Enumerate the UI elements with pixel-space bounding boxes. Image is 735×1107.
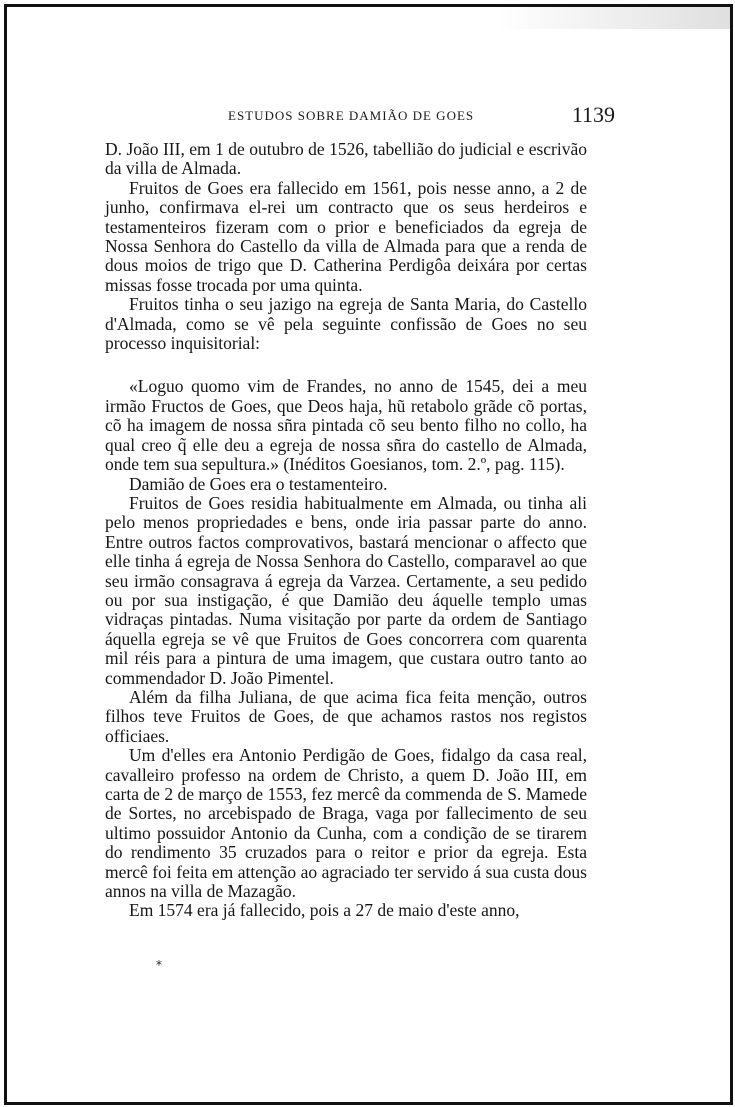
scan-noise <box>470 7 730 29</box>
paragraph-4: Damião de Goes era o testamenteiro. <box>129 473 388 494</box>
footer-asterisk: * <box>156 958 162 972</box>
body-text <box>105 140 587 921</box>
page-header <box>105 102 625 132</box>
paragraph-6: Além da filha Juliana, de que acima fica feita menção, outros filhos teve Fruitos de Goes, de que achamos rastos nos registos officiaes. <box>105 686 587 746</box>
paragraph-3: Fruitos tinha o seu jazigo na egreja de Santa Maria, do Castello d'Almada, como se vê pela seguinte confissão de Goes no seu processo inquisitorial: <box>105 294 587 354</box>
page-number: 1139 <box>571 102 615 127</box>
paragraph-5: Fruitos de Goes residia habitualmente em Almada, ou tinha ali pelo menos propriedades e bens, onde iria passar parte do anno. Entre outros factos comprovativos, bastará mencionar o affecto que elle tinha á egreja de Nossa Senhora do Castello, comparavel ao que seu irmão consagrava á egreja da Varzea. Certamente, a seu pedido ou por sua instigação, é que Damião deu áquelle templo umas vidraças pintadas. Numa visitação por parte da ordem de Santiago áquella egreja se vê que Fruitos de Goes concorrera com quarenta mil réis para a pintura de uma imagem, que custara outro tanto ao commendador D. João Pimentel. <box>105 492 587 688</box>
paragraph-2: Fruitos de Goes era fallecido em 1561, pois nesse anno, a 2 de junho, confirmava el-rei um contracto que os seus herdeiros e testamenteiros fizeram com o prior e beneficiados da egreja de Nossa Senhora do Castello da villa de Almada para que a renda de dous moios de trigo que D. Catherina Perdigôa deixára por certas missas fosse trocada por uma quinta. <box>105 177 587 295</box>
paragraph-1: D. João III, em 1 de outubro de 1526, tabellião do judicial e escrivão da villa de Almada. <box>105 139 587 179</box>
quotation: «Loguo quomo vim de Frandes, no anno de 1545, dei a meu irmão Fructos de Goes, que Deos haja, hũ retabolo grãde cõ portas, cõ ha imagem de nossa sñra pintada cõ seu bento filho no collo, ha qual creo q̃ elle deu a egreja de nossa sñra do castello de Almada, onde tem sua sepultura.» (Inéditos Goesianos, tom. 2.º, pag. 115). <box>105 376 587 475</box>
running-title: ESTUDOS SOBRE DAMIÃO DE GOES <box>228 108 475 123</box>
paragraph-8: Em 1574 era já fallecido, pois a 27 de maio d'este anno, <box>129 900 520 921</box>
paragraph-7: Um d'elles era Antonio Perdigão de Goes, fidalgo da casa real, cavalleiro professo na ordem de Christo, a quem D. João III, em carta de 2 de março de 1553, fez mercê da commenda de S. Mamede de Sortes, no arcebispado de Braga, vaga por fallecimento de seu ultimo possuidor Antonio da Cunha, com a condição de se tirarem do rendimento 35 cruzados para o reitor e prior da egreja. Esta mercê foi feita em attenção ao agraciado ter servido á sua custa dous annos na villa de Mazagão. <box>105 745 587 902</box>
